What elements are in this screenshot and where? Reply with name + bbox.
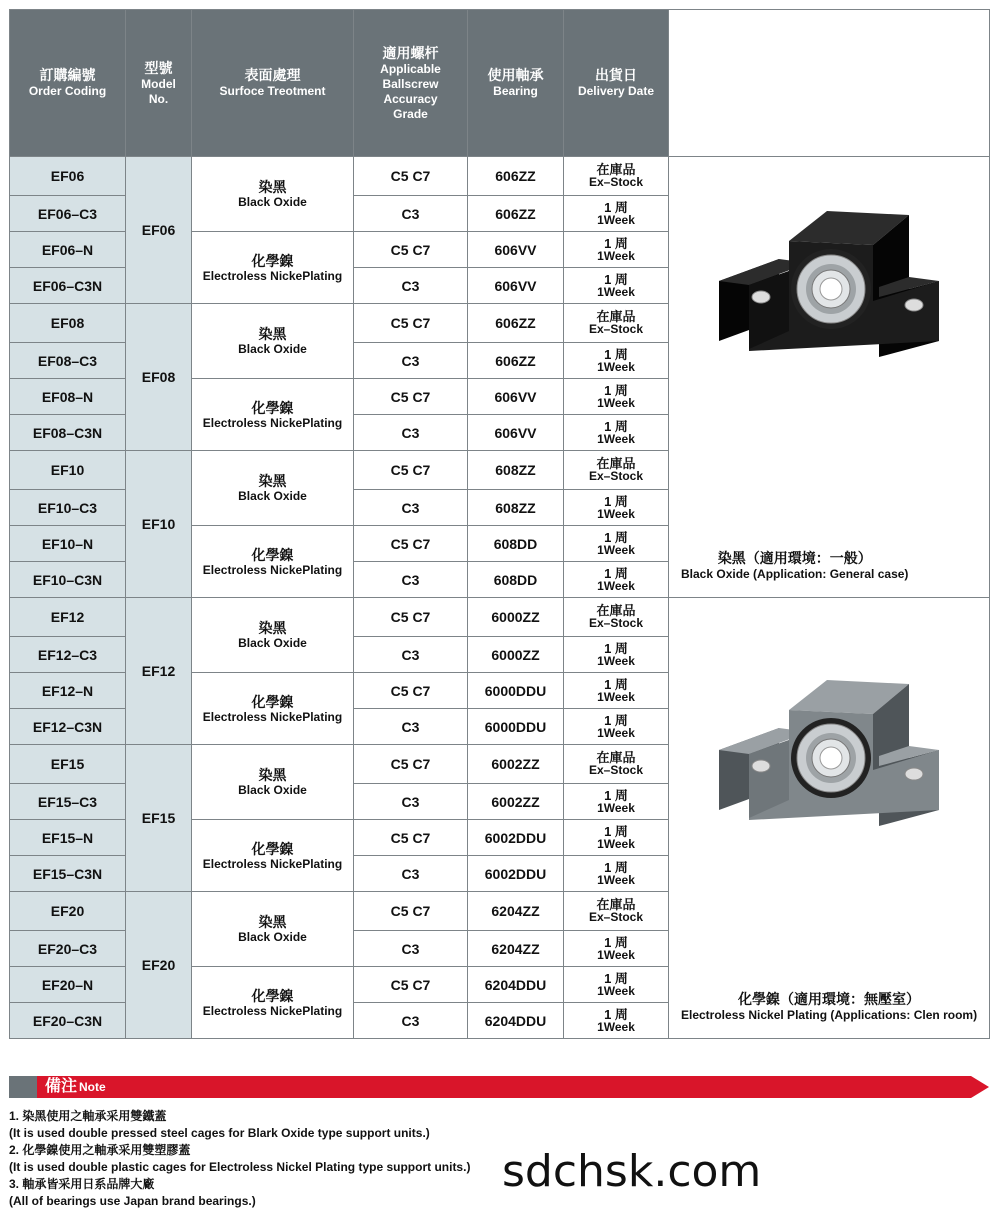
- delivery-date-cell: [564, 526, 669, 562]
- product-image-nickel: [709, 670, 949, 865]
- delivery-label-zh: 在庫品: [596, 456, 636, 471]
- model-no-cell: EF06: [126, 157, 192, 304]
- accuracy-grade-cell: C3: [354, 415, 468, 451]
- delivery-date-cell: [564, 562, 669, 598]
- delivery-label-en: 1Week: [597, 359, 635, 374]
- bearing-cell: 6204ZZ: [468, 892, 564, 931]
- delivery-label-zh: 1 周: [604, 970, 628, 986]
- delivery-label-en: 1Week: [597, 1019, 635, 1034]
- delivery-label-zh: 1 周: [604, 271, 628, 287]
- delivery-label-zh: 在庫品: [596, 750, 636, 765]
- model-no-cell: EF10: [126, 451, 192, 598]
- delivery-label-zh: 在庫品: [596, 162, 636, 177]
- bearing-cell: 6002DDU: [468, 820, 564, 856]
- accuracy-grade-cell: C3: [354, 490, 468, 526]
- accuracy-grade-cell: C3: [354, 637, 468, 673]
- header-accuracy-grade: 適用螺杆 Applicable Ballscrew Accuracy Grade: [354, 10, 468, 157]
- bearing-cell: 608DD: [468, 562, 564, 598]
- delivery-label-zh: 1 周: [604, 235, 628, 251]
- bearing-cell: 606VV: [468, 268, 564, 304]
- surface-label-zh: 化學鎳: [251, 252, 294, 269]
- surface-label-zh: 化學鎳: [251, 546, 294, 563]
- accuracy-grade-cell: C5 C7: [354, 526, 468, 562]
- order-code-cell: EF20: [10, 892, 126, 931]
- delivery-label-en: 1Week: [597, 800, 635, 815]
- delivery-label-zh: 1 周: [604, 1006, 628, 1022]
- bearing-cell: 608ZZ: [468, 451, 564, 490]
- delivery-label-en: 1Week: [597, 872, 635, 887]
- bearing-cell: 606ZZ: [468, 304, 564, 343]
- table-body: [10, 157, 990, 1039]
- bearing-cell: 6204DDU: [468, 1003, 564, 1039]
- bearing-cell: 606VV: [468, 232, 564, 268]
- order-code-cell: EF08–N: [10, 379, 126, 415]
- note-line: 1. 染黑使用之軸承采用雙鐵蓋: [9, 1109, 167, 1123]
- accuracy-grade-cell: C5 C7: [354, 379, 468, 415]
- accuracy-grade-cell: C5 C7: [354, 745, 468, 784]
- delivery-label-en: 1Week: [597, 947, 635, 962]
- header-order-coding: 訂購編號 Order Coding: [10, 10, 126, 157]
- table-row: [10, 157, 990, 196]
- caption-zh: 化學鎳（適用環境：無壓室）: [738, 991, 921, 1007]
- table-row: [10, 598, 990, 637]
- bearing-cell: 6204ZZ: [468, 931, 564, 967]
- accuracy-grade-cell: C5 C7: [354, 232, 468, 268]
- model-no-cell: EF15: [126, 745, 192, 892]
- delivery-date-cell: [564, 745, 669, 784]
- bearing-cell: 606ZZ: [468, 196, 564, 232]
- delivery-date-cell: [564, 892, 669, 931]
- accuracy-grade-cell: C3: [354, 196, 468, 232]
- delivery-label-en: Ex–Stock: [588, 322, 644, 336]
- delivery-label-zh: 1 周: [604, 859, 628, 875]
- order-code-cell: EF12–C3: [10, 637, 126, 673]
- delivery-date-cell: [564, 304, 669, 343]
- delivery-label-en: 1Week: [597, 212, 635, 227]
- delivery-label-en: Ex–Stock: [588, 469, 644, 483]
- surface-label-en: Electroless NickePlating: [202, 562, 343, 577]
- support-block-nickel-icon: [709, 670, 949, 860]
- caption-en: Black Oxide (Application: General case): [681, 567, 909, 581]
- delivery-label-zh: 1 周: [604, 565, 628, 581]
- surface-label-zh: 染黑: [258, 326, 287, 342]
- surface-label-zh: 化學鎳: [251, 987, 294, 1004]
- note-line: (It is used double plastic cages for Electroless Nickel Plating type support units.): [9, 1160, 471, 1174]
- delivery-label-en: 1Week: [597, 983, 635, 998]
- bearing-cell: 6002ZZ: [468, 784, 564, 820]
- delivery-label-zh: 1 周: [604, 346, 628, 362]
- order-code-cell: EF06–N: [10, 232, 126, 268]
- surface-label-zh: 染黑: [258, 620, 287, 636]
- delivery-label-zh: 1 周: [604, 418, 628, 434]
- accuracy-grade-cell: C5 C7: [354, 304, 468, 343]
- product-image-black: [709, 201, 949, 396]
- surface-label-en: Black Oxide: [238, 489, 307, 503]
- header-blank: [669, 10, 990, 157]
- delivery-date-cell: [564, 856, 669, 892]
- delivery-date-cell: [564, 490, 669, 526]
- model-no-cell: EF08: [126, 304, 192, 451]
- delivery-date-cell: [564, 343, 669, 379]
- order-code-cell: EF08–C3N: [10, 415, 126, 451]
- surface-label-en: Black Oxide: [238, 636, 307, 650]
- notes-list: [9, 1108, 470, 1210]
- order-code-cell: EF15–C3: [10, 784, 126, 820]
- surface-treatment-cell: [192, 673, 354, 745]
- delivery-label-en: 1Week: [597, 506, 635, 521]
- bearing-cell: 6000DDU: [468, 673, 564, 709]
- delivery-label-zh: 1 周: [604, 529, 628, 545]
- surface-label-en: Black Oxide: [238, 195, 307, 209]
- product-image-cell-nickel: [669, 598, 990, 1039]
- note-line: 2. 化學鎳使用之軸承采用雙塑膠蓋: [9, 1143, 191, 1157]
- order-code-cell: EF06: [10, 157, 126, 196]
- bearing-cell: 6204DDU: [468, 967, 564, 1003]
- order-code-cell: EF06–C3: [10, 196, 126, 232]
- order-code-cell: EF10–C3: [10, 490, 126, 526]
- delivery-label-zh: 1 周: [604, 676, 628, 692]
- delivery-label-en: 1Week: [597, 542, 635, 557]
- accuracy-grade-cell: C3: [354, 343, 468, 379]
- surface-label-en: Black Oxide: [238, 930, 307, 944]
- bearing-cell: 606VV: [468, 379, 564, 415]
- surface-label-en: Electroless NickePlating: [202, 415, 343, 430]
- delivery-label-zh: 1 周: [604, 787, 628, 803]
- delivery-label-zh: 1 周: [604, 823, 628, 839]
- delivery-date-cell: [564, 232, 669, 268]
- surface-treatment-cell: [192, 526, 354, 598]
- surface-label-zh: 染黑: [258, 767, 287, 783]
- model-no-cell: EF12: [126, 598, 192, 745]
- note-title: 備注 Note: [45, 1078, 106, 1095]
- delivery-date-cell: [564, 1003, 669, 1039]
- bearing-cell: 6000ZZ: [468, 637, 564, 673]
- delivery-label-en: 1Week: [597, 395, 635, 410]
- order-code-cell: EF15–C3N: [10, 856, 126, 892]
- surface-label-zh: 化學鎳: [251, 840, 294, 857]
- surface-treatment-cell: [192, 451, 354, 526]
- surface-treatment-cell: [192, 745, 354, 820]
- note-banner-grey: [9, 1076, 37, 1098]
- accuracy-grade-cell: C5 C7: [354, 892, 468, 931]
- bearing-cell: 608DD: [468, 526, 564, 562]
- surface-treatment-cell: [192, 304, 354, 379]
- delivery-label-zh: 在庫品: [596, 309, 636, 324]
- surface-label-zh: 染黑: [258, 179, 287, 195]
- note-line: 3. 軸承皆采用日系品牌大廠: [9, 1177, 155, 1191]
- delivery-date-cell: [564, 196, 669, 232]
- accuracy-grade-cell: C3: [354, 562, 468, 598]
- delivery-label-en: 1Week: [597, 284, 635, 299]
- surface-label-en: Electroless NickePlating: [202, 268, 343, 283]
- surface-label-zh: 染黑: [258, 473, 287, 489]
- note-line: (All of bearings use Japan brand bearings.): [9, 1194, 256, 1208]
- delivery-label-zh: 在庫品: [596, 897, 636, 912]
- accuracy-grade-cell: C3: [354, 931, 468, 967]
- delivery-label-zh: 1 周: [604, 712, 628, 728]
- delivery-label-zh: 在庫品: [596, 603, 636, 618]
- delivery-date-cell: [564, 157, 669, 196]
- surface-treatment-cell: [192, 892, 354, 967]
- note-line: (It is used double pressed steel cages for Blark Oxide type support units.): [9, 1126, 430, 1140]
- delivery-label-en: 1Week: [597, 431, 635, 446]
- product-caption-black: [681, 550, 908, 581]
- product-caption-nickel: [681, 991, 977, 1022]
- accuracy-grade-cell: C3: [354, 856, 468, 892]
- delivery-label-en: 1Week: [597, 836, 635, 851]
- delivery-date-cell: [564, 709, 669, 745]
- order-code-cell: EF12: [10, 598, 126, 637]
- caption-zh: 染黑（適用環境：一般）: [717, 550, 872, 566]
- surface-label-zh: 染黑: [258, 914, 287, 930]
- accuracy-grade-cell: C5 C7: [354, 598, 468, 637]
- order-code-cell: EF12–C3N: [10, 709, 126, 745]
- note-banner-red: [37, 1076, 989, 1098]
- delivery-label-en: 1Week: [597, 248, 635, 263]
- bearing-cell: 6000DDU: [468, 709, 564, 745]
- delivery-date-cell: [564, 268, 669, 304]
- delivery-label-en: 1Week: [597, 689, 635, 704]
- surface-treatment-cell: [192, 598, 354, 673]
- bearing-cell: 606VV: [468, 415, 564, 451]
- delivery-label-en: Ex–Stock: [588, 175, 644, 189]
- accuracy-grade-cell: C3: [354, 784, 468, 820]
- header-delivery-date: 出貨日 Delivery Date: [564, 10, 669, 157]
- delivery-label-en: Ex–Stock: [588, 910, 644, 924]
- delivery-label-en: Ex–Stock: [588, 763, 644, 777]
- bearing-cell: 6000ZZ: [468, 598, 564, 637]
- accuracy-grade-cell: C3: [354, 709, 468, 745]
- accuracy-grade-cell: C5 C7: [354, 451, 468, 490]
- website-watermark: sdchsk.com: [502, 1146, 762, 1197]
- order-code-cell: EF12–N: [10, 673, 126, 709]
- accuracy-grade-cell: C3: [354, 268, 468, 304]
- delivery-label-zh: 1 周: [604, 934, 628, 950]
- delivery-date-cell: [564, 637, 669, 673]
- order-code-cell: EF15–N: [10, 820, 126, 856]
- surface-label-en: Electroless NickePlating: [202, 856, 343, 871]
- model-no-cell: EF20: [126, 892, 192, 1039]
- header-model-no: 型號 Model No.: [126, 10, 192, 157]
- order-code-cell: EF15: [10, 745, 126, 784]
- header-row: [10, 10, 990, 157]
- bearing-cell: 606ZZ: [468, 343, 564, 379]
- order-code-cell: EF20–C3N: [10, 1003, 126, 1039]
- order-code-cell: EF10–C3N: [10, 562, 126, 598]
- delivery-date-cell: [564, 784, 669, 820]
- surface-treatment-cell: [192, 232, 354, 304]
- delivery-label-zh: 1 周: [604, 382, 628, 398]
- delivery-date-cell: [564, 379, 669, 415]
- support-block-black-icon: [709, 201, 949, 391]
- delivery-label-en: 1Week: [597, 725, 635, 740]
- delivery-date-cell: [564, 673, 669, 709]
- delivery-label-zh: 1 周: [604, 199, 628, 215]
- note-banner: [9, 1076, 989, 1098]
- surface-label-en: Black Oxide: [238, 783, 307, 797]
- surface-label-zh: 化學鎳: [251, 693, 294, 710]
- surface-label-en: Electroless NickePlating: [202, 1003, 343, 1018]
- order-code-cell: EF10–N: [10, 526, 126, 562]
- header-bearing: 使用軸承 Bearing: [468, 10, 564, 157]
- order-code-cell: EF08: [10, 304, 126, 343]
- delivery-date-cell: [564, 598, 669, 637]
- bearing-cell: 6002ZZ: [468, 745, 564, 784]
- order-code-cell: EF10: [10, 451, 126, 490]
- bearing-cell: 606ZZ: [468, 157, 564, 196]
- surface-label-en: Black Oxide: [238, 342, 307, 356]
- bearing-cell: 608ZZ: [468, 490, 564, 526]
- delivery-date-cell: [564, 967, 669, 1003]
- surface-treatment-cell: [192, 157, 354, 232]
- accuracy-grade-cell: C3: [354, 1003, 468, 1039]
- surface-label-zh: 化學鎳: [251, 399, 294, 416]
- caption-en: Electroless Nickel Plating (Applications: Clen room): [681, 1008, 978, 1022]
- accuracy-grade-cell: C5 C7: [354, 157, 468, 196]
- bearing-cell: 6002DDU: [468, 856, 564, 892]
- delivery-label-en: 1Week: [597, 578, 635, 593]
- delivery-date-cell: [564, 820, 669, 856]
- order-code-cell: EF08–C3: [10, 343, 126, 379]
- delivery-label-en: 1Week: [597, 653, 635, 668]
- accuracy-grade-cell: C5 C7: [354, 967, 468, 1003]
- header-surface-treatment: 表面處理 Surfoce Treotment: [192, 10, 354, 157]
- order-code-cell: EF06–C3N: [10, 268, 126, 304]
- order-code-cell: EF20–C3: [10, 931, 126, 967]
- delivery-date-cell: [564, 451, 669, 490]
- accuracy-grade-cell: C5 C7: [354, 673, 468, 709]
- delivery-date-cell: [564, 931, 669, 967]
- surface-treatment-cell: [192, 967, 354, 1039]
- delivery-label-zh: 1 周: [604, 493, 628, 509]
- delivery-label-zh: 1 周: [604, 640, 628, 656]
- delivery-date-cell: [564, 415, 669, 451]
- spec-table: [9, 9, 990, 1039]
- accuracy-grade-cell: C5 C7: [354, 820, 468, 856]
- delivery-label-en: Ex–Stock: [588, 616, 644, 630]
- order-code-cell: EF20–N: [10, 967, 126, 1003]
- surface-treatment-cell: [192, 820, 354, 892]
- surface-treatment-cell: [192, 379, 354, 451]
- product-image-cell-black: [669, 157, 990, 598]
- surface-label-en: Electroless NickePlating: [202, 709, 343, 724]
